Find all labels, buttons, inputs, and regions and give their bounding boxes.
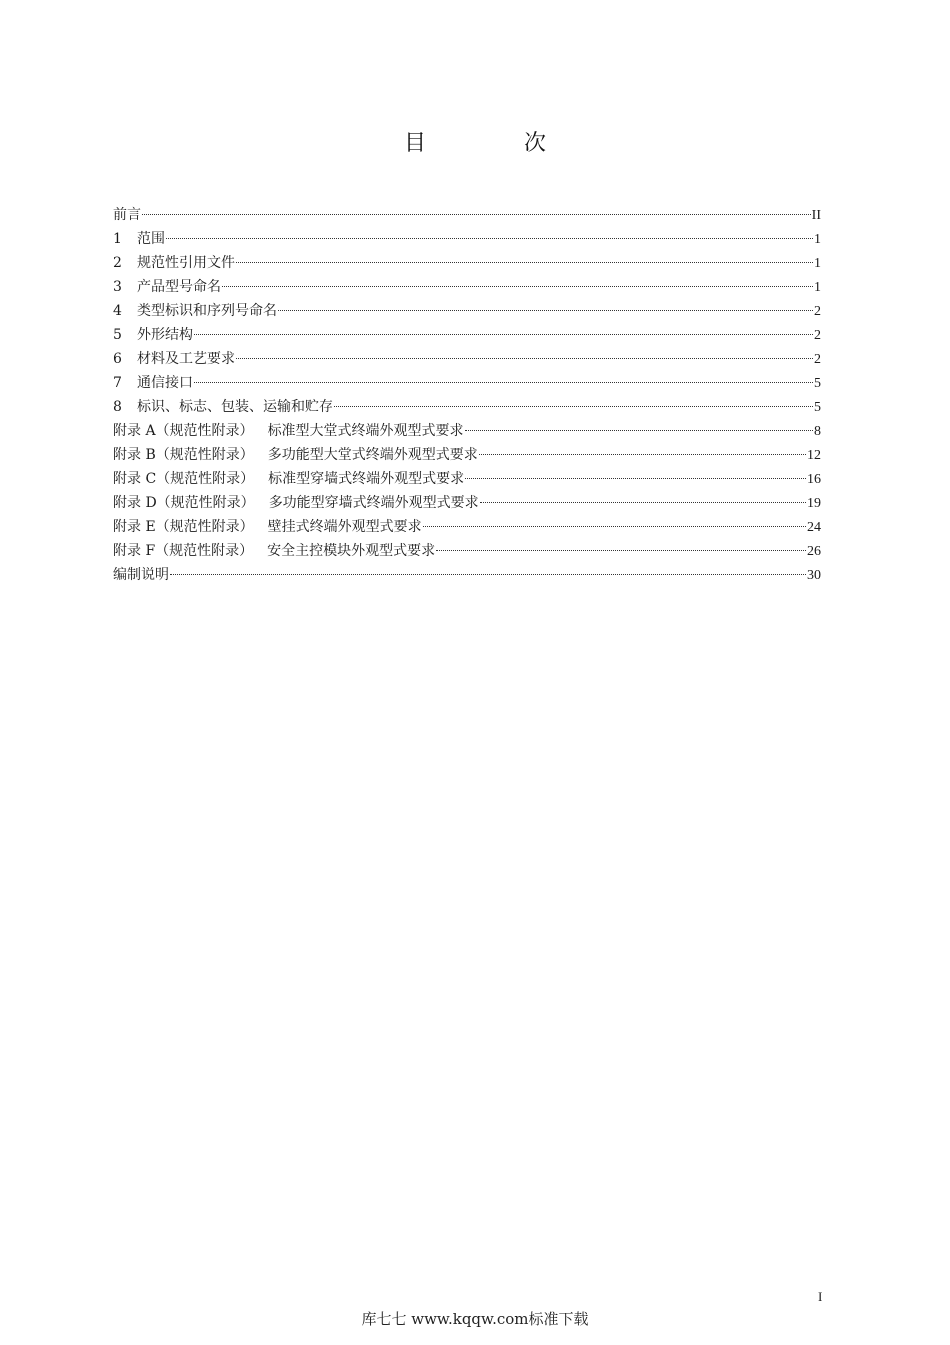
toc-entry-section-1[interactable] <box>113 227 821 251</box>
toc-entry-page: 24 <box>807 520 821 535</box>
toc-entry-prefix: 附录 F（规范性附录） <box>113 543 254 559</box>
toc-entry-prefix: 附录 C（规范性附录） <box>113 471 255 487</box>
toc-entry-section-4[interactable] <box>113 299 821 323</box>
toc-entry-number: 3 <box>113 279 122 295</box>
toc-entry-title: 规范性引用文件 <box>137 255 235 271</box>
toc-entry-section-5[interactable] <box>113 323 821 347</box>
toc-leader-dots <box>194 380 813 383</box>
toc-entry-title: 多功能型穿墙式终端外观型式要求 <box>268 495 479 511</box>
toc-entry-title: 安全主控模块外观型式要求 <box>267 543 436 559</box>
toc-entry-title: 材料及工艺要求 <box>137 351 235 367</box>
toc-leader-dots <box>465 476 806 479</box>
toc-entry-compilation-notes[interactable] <box>113 563 821 587</box>
toc-entry-appendix-d[interactable] <box>113 491 821 515</box>
toc-entry-section-3[interactable] <box>113 275 821 299</box>
toc-entry-title: 编制说明 <box>113 567 169 583</box>
toc-entry-title: 范围 <box>137 231 165 247</box>
toc-entry-page: 1 <box>814 256 821 271</box>
toc-leader-dots <box>236 260 813 263</box>
toc-entry-section-2[interactable] <box>113 251 821 275</box>
toc-entry-title: 类型标识和序列号命名 <box>137 303 277 319</box>
toc-entry-page: 19 <box>807 496 821 511</box>
page-title: 目 次 <box>403 131 584 156</box>
page-number: I <box>818 1289 823 1304</box>
toc-entry-section-6[interactable] <box>113 347 821 371</box>
toc-entry-page: 8 <box>814 424 821 439</box>
toc-leader-dots <box>479 452 806 455</box>
toc-entry-foreword[interactable] <box>113 203 821 227</box>
toc-entry-page: 1 <box>814 232 821 247</box>
toc-entry-section-8[interactable] <box>113 395 821 419</box>
toc-entry-title: 标准型穿墙式终端外观型式要求 <box>268 471 465 487</box>
toc-entry-appendix-f[interactable] <box>113 539 821 563</box>
toc-leader-dots <box>465 428 813 431</box>
toc-entry-number: 1 <box>113 231 122 247</box>
toc-leader-dots <box>222 284 813 287</box>
toc-leader-dots <box>278 308 813 311</box>
toc-entry-page: 5 <box>814 376 821 391</box>
toc-entry-page: 26 <box>807 544 821 559</box>
toc-entry-prefix: 附录 B（规范性附录） <box>113 447 254 463</box>
toc-entry-prefix: 附录 E（规范性附录） <box>113 519 254 535</box>
toc-leader-dots <box>436 548 806 551</box>
toc-entry-section-7[interactable] <box>113 371 821 395</box>
toc-entry-page: II <box>811 208 821 223</box>
toc-entry-title: 前言 <box>113 207 141 223</box>
toc-entry-page: 16 <box>807 472 821 487</box>
toc-entry-page: 5 <box>814 400 821 415</box>
toc-entry-appendix-c[interactable] <box>113 467 821 491</box>
toc-leader-dots <box>166 236 813 239</box>
table-of-contents <box>113 203 821 587</box>
toc-entry-appendix-e[interactable] <box>113 515 821 539</box>
toc-leader-dots <box>236 356 813 359</box>
toc-entry-title: 标准型大堂式终端外观型式要求 <box>267 423 464 439</box>
toc-entry-page: 2 <box>814 328 821 343</box>
toc-entry-number: 8 <box>113 399 122 415</box>
toc-entry-appendix-a[interactable] <box>113 419 821 443</box>
toc-entry-title: 产品型号命名 <box>137 279 221 295</box>
toc-entry-number: 5 <box>113 327 122 343</box>
footer-watermark: 库七七 www.kqqw.com标准下载 <box>361 1310 589 1328</box>
toc-leader-dots <box>480 500 806 503</box>
toc-entry-number: 6 <box>113 351 122 367</box>
toc-leader-dots <box>423 524 806 527</box>
toc-leader-dots <box>194 332 813 335</box>
toc-entry-page: 1 <box>814 280 821 295</box>
toc-entry-title: 壁挂式终端外观型式要求 <box>267 519 422 535</box>
toc-leader-dots <box>142 212 811 215</box>
toc-entry-appendix-b[interactable] <box>113 443 821 467</box>
toc-entry-number: 7 <box>113 375 122 391</box>
toc-entry-number: 4 <box>113 303 122 319</box>
toc-leader-dots <box>170 572 806 575</box>
toc-entry-title: 多功能型大堂式终端外观型式要求 <box>267 447 478 463</box>
toc-entry-number: 2 <box>113 255 122 271</box>
toc-entry-prefix: 附录 A（规范性附录） <box>113 423 254 439</box>
toc-entry-title: 通信接口 <box>137 375 193 391</box>
toc-entry-title: 标识、标志、包装、运输和贮存 <box>137 399 333 415</box>
toc-entry-title: 外形结构 <box>137 327 193 343</box>
toc-entry-page: 30 <box>807 568 821 583</box>
toc-entry-page: 2 <box>814 304 821 319</box>
toc-leader-dots <box>334 404 813 407</box>
toc-entry-page: 12 <box>807 448 821 463</box>
toc-entry-prefix: 附录 D（规范性附录） <box>113 495 255 511</box>
toc-entry-page: 2 <box>814 352 821 367</box>
